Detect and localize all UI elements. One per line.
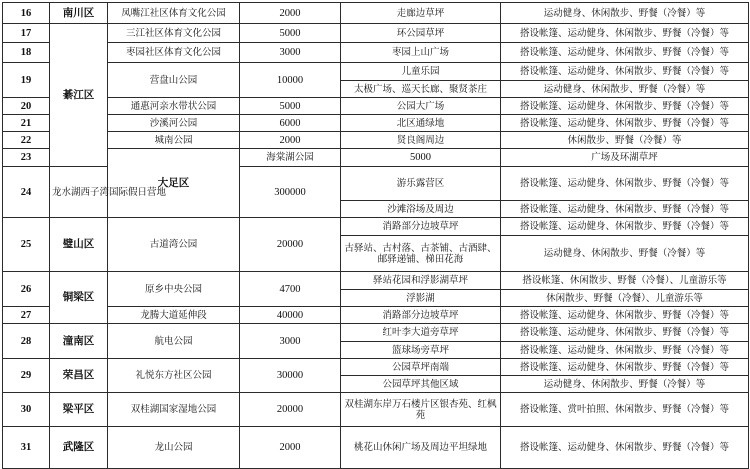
activities: 搭设帐篷、运动健身、休闲散步、野餐（冷餐）等 bbox=[501, 98, 749, 115]
open-area: 消路部分边坡草坪 bbox=[341, 218, 501, 236]
open-area: 公园草坪其他区域 bbox=[341, 376, 501, 393]
area-value: 5000 bbox=[341, 149, 501, 167]
open-area: 浮影湖 bbox=[341, 290, 501, 307]
table-row bbox=[3, 132, 749, 149]
table-row bbox=[3, 63, 749, 81]
open-area: 儿童乐园 bbox=[341, 63, 501, 81]
row-number: 20 bbox=[3, 98, 50, 115]
activities: 运动健身、休闲散步、野餐（冷餐）等 bbox=[501, 236, 749, 272]
activities: 搭设帐篷、休闲散步、野餐（冷餐）、儿童游乐等 bbox=[501, 272, 749, 290]
park-name: 龙腾大道延伸段 bbox=[108, 307, 240, 324]
open-area: 沙滩浴场及周边 bbox=[341, 201, 501, 218]
district-cell: 潼南区 bbox=[50, 324, 108, 359]
area-value: 5000 bbox=[240, 24, 341, 43]
area-value: 10000 bbox=[240, 63, 341, 98]
open-area: 环公园草坪 bbox=[341, 24, 501, 43]
table-row bbox=[3, 218, 749, 236]
area-value: 3000 bbox=[240, 324, 341, 359]
area-value: 5000 bbox=[240, 98, 341, 115]
row-number: 24 bbox=[3, 167, 50, 218]
table-row bbox=[3, 393, 749, 427]
activities: 搭设帐篷、运动健身、休闲散步、野餐（冷餐）等 bbox=[501, 201, 749, 218]
park-name: 龙山公园 bbox=[108, 427, 240, 469]
park-name: 原乡中央公园 bbox=[108, 272, 240, 307]
row-number: 29 bbox=[3, 359, 50, 393]
table-row bbox=[3, 149, 749, 167]
row-number: 21 bbox=[3, 115, 50, 132]
park-name: 古道湾公园 bbox=[108, 218, 240, 272]
district-cell: 武隆区 bbox=[50, 427, 108, 469]
row-number: 30 bbox=[3, 393, 50, 427]
park-name: 龙水湖西子湾国际假日营地 bbox=[50, 167, 108, 218]
table-row bbox=[3, 324, 749, 342]
table-row bbox=[3, 3, 749, 24]
row-number: 23 bbox=[3, 149, 50, 167]
activities: 休闲散步、野餐（冷餐）等 bbox=[501, 132, 749, 149]
park-table bbox=[2, 2, 749, 469]
park-name: 枣园社区体育文化公园 bbox=[108, 43, 240, 63]
district-cell: 南川区 bbox=[50, 3, 108, 24]
park-name: 城南公园 bbox=[108, 132, 240, 149]
row-number: 25 bbox=[3, 218, 50, 272]
district-cell: 大足区 bbox=[108, 149, 240, 218]
row-number: 31 bbox=[3, 427, 50, 469]
activities: 运动健身、休闲散步、野餐（冷餐）等 bbox=[501, 376, 749, 393]
activities: 搭设帐篷、运动健身、休闲散步、野餐（冷餐）等 bbox=[501, 359, 749, 376]
row-number: 16 bbox=[3, 3, 50, 24]
area-value: 6000 bbox=[240, 115, 341, 132]
district-cell: 铜梁区 bbox=[50, 272, 108, 324]
table-row bbox=[3, 115, 749, 132]
row-number: 27 bbox=[3, 307, 50, 324]
area-value: 20000 bbox=[240, 393, 341, 427]
activities: 搭设帐篷、运动健身、休闲散步、野餐（冷餐）等 bbox=[501, 218, 749, 236]
row-number: 17 bbox=[3, 24, 50, 43]
activities: 搭设帐篷、运动健身、休闲散步、野餐（冷餐）等 bbox=[501, 324, 749, 342]
open-area: 北区通绿地 bbox=[341, 115, 501, 132]
park-name: 通惠河亲水带状公园 bbox=[108, 98, 240, 115]
area-value: 2000 bbox=[240, 427, 341, 469]
open-area: 驿站花园和浮影湖草坪 bbox=[341, 272, 501, 290]
district-cell: 璧山区 bbox=[50, 218, 108, 272]
activities: 休闲散步、野餐（冷餐）、儿童游乐等 bbox=[501, 290, 749, 307]
row-number: 18 bbox=[3, 43, 50, 63]
activities: 搭设帐篷、运动健身、休闲散步、野餐（冷餐）等 bbox=[501, 167, 749, 201]
activities: 搭设帐篷、运动健身、休闲散步、野餐（冷餐）等 bbox=[501, 24, 749, 43]
park-name: 双桂湖国家湿地公园 bbox=[108, 393, 240, 427]
activities: 搭设帐篷、运动健身、休闲散步、野餐（冷餐）等 bbox=[501, 342, 749, 359]
table-row bbox=[3, 43, 749, 63]
activities: 搭设帐篷、运动健身、休闲散步、野餐（冷餐）等 bbox=[501, 427, 749, 469]
park-name: 凤嘴江社区体育文化公园 bbox=[108, 3, 240, 24]
area-value: 2000 bbox=[240, 3, 341, 24]
open-area: 广场及环湖草坪 bbox=[501, 149, 749, 167]
area-value: 40000 bbox=[240, 307, 341, 324]
open-area: 公园大广场 bbox=[341, 98, 501, 115]
open-area: 消路部分边坡草坪 bbox=[341, 307, 501, 324]
area-value: 30000 bbox=[240, 359, 341, 393]
open-area: 桃花山休闲广场及周边平坦绿地 bbox=[341, 427, 501, 469]
row-number: 22 bbox=[3, 132, 50, 149]
activities: 运动健身、休闲散步、野餐（冷餐）等 bbox=[501, 3, 749, 24]
activities: 搭设帐篷、赏叶拍照、休闲散步、野餐（冷餐）等 bbox=[501, 393, 749, 427]
district-cell: 荣昌区 bbox=[50, 359, 108, 393]
table-row bbox=[3, 24, 749, 43]
park-name: 沙溪河公园 bbox=[108, 115, 240, 132]
open-area: 枣园上山广场 bbox=[341, 43, 501, 63]
row-number: 28 bbox=[3, 324, 50, 359]
table-row bbox=[3, 272, 749, 290]
district-cell: 綦江区 bbox=[50, 24, 108, 167]
open-area: 贤良阁周边 bbox=[341, 132, 501, 149]
park-name: 礼悦东方社区公园 bbox=[108, 359, 240, 393]
table-row bbox=[3, 359, 749, 376]
activities: 搭设帐篷、运动健身、休闲散步、野餐（冷餐）等 bbox=[501, 115, 749, 132]
activities: 搭设帐篷、运动健身、休闲散步、野餐（冷餐）等 bbox=[501, 307, 749, 324]
open-area: 太极广场、巡天长廊、聚贤茶庄 bbox=[341, 81, 501, 98]
district-cell: 梁平区 bbox=[50, 393, 108, 427]
area-value: 3000 bbox=[240, 43, 341, 63]
park-name: 营盘山公园 bbox=[108, 63, 240, 98]
row-number: 19 bbox=[3, 63, 50, 98]
activities: 搭设帐篷、运动健身、休闲散步、野餐（冷餐）等 bbox=[501, 63, 749, 81]
open-area: 游乐露营区 bbox=[341, 167, 501, 201]
area-value: 4700 bbox=[240, 272, 341, 307]
activities: 运动健身、休闲散步、野餐（冷餐）等 bbox=[501, 81, 749, 98]
park-table-sheet bbox=[2, 2, 748, 459]
activities: 搭设帐篷、运动健身、休闲散步、野餐（冷餐）等 bbox=[501, 43, 749, 63]
open-area: 红叶李大道旁草坪 bbox=[341, 324, 501, 342]
open-area: 篮球场旁草坪 bbox=[341, 342, 501, 359]
row-number: 26 bbox=[3, 272, 50, 307]
open-area: 走廊边草坪 bbox=[341, 3, 501, 24]
park-name: 三江社区体育文化公园 bbox=[108, 24, 240, 43]
open-area: 双桂湖东岸万石楼片区银杏苑、红枫苑 bbox=[341, 393, 501, 427]
open-area: 古驿站、古村落、古茶铺、古酒肆、邮驿递铺、梯田花海 bbox=[341, 236, 501, 272]
area-value: 20000 bbox=[240, 218, 341, 272]
area-value: 2000 bbox=[240, 132, 341, 149]
open-area: 公园草坪南端 bbox=[341, 359, 501, 376]
park-name: 海棠湖公园 bbox=[240, 149, 341, 167]
table-row bbox=[3, 427, 749, 469]
area-value: 300000 bbox=[240, 167, 341, 218]
table-row bbox=[3, 98, 749, 115]
table-row bbox=[3, 307, 749, 324]
park-name: 航电公园 bbox=[108, 324, 240, 359]
